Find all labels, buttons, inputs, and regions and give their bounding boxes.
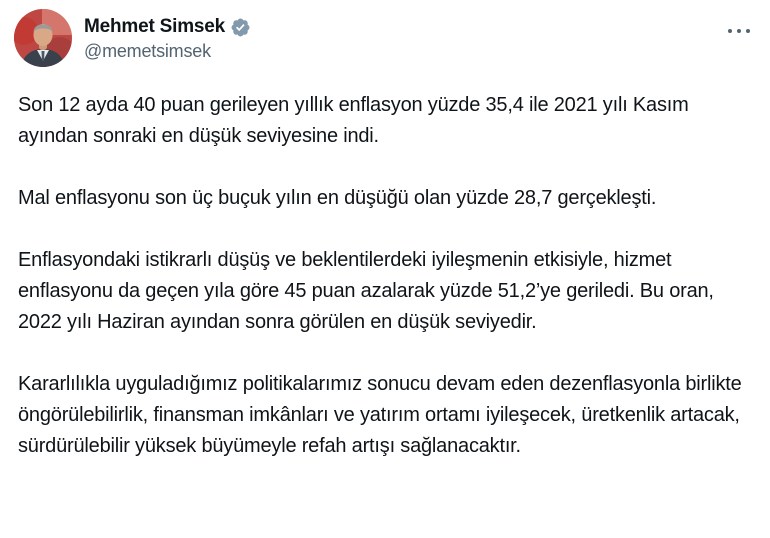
more-icon (737, 29, 741, 33)
more-icon (728, 29, 732, 33)
tweet-text (18, 90, 752, 462)
avatar[interactable] (14, 9, 72, 67)
verified-badge-icon (230, 17, 251, 38)
tweet-paragraph: Son 12 ayda 40 puan gerileyen yıllık enflasyon yüzde 35,4 ile 2021 yılı Kasım ayından sonraki en düşük seviyesine indi. (18, 94, 689, 147)
tweet-paragraph: Mal enflasyonu son üç buçuk yılın en düşüğü olan yüzde 28,7 gerçekleşti. (18, 187, 657, 209)
user-block (84, 16, 251, 62)
tweet-paragraph: Kararlılıkla uyguladığımız politikalarımız sonucu devam eden dezenflasyonla birlikte öngörülebilirlik, finansman imkânları ve yatırım ortamı iyileşecek, üretkenlik artacak, sürdürülebilir yüksek büyümeyle refah artışı sağlanacaktır. (18, 373, 742, 457)
avatar-image (14, 9, 72, 67)
username[interactable]: @memetsimsek (84, 41, 211, 61)
more-button[interactable] (721, 20, 757, 42)
tweet-paragraph: Enflasyondaki istikrarlı düşüş ve beklentilerdeki iyileşmenin etkisiyle, hizmet enflasyonu da geçen yıla göre 45 puan azalarak yüzde 51,2’ye geriledi. Bu oran, 2022 yılı Haziran ayından sonra görülen en düşük seviyedir. (18, 249, 714, 333)
more-icon (746, 29, 750, 33)
display-name[interactable]: Mehmet Simsek (84, 16, 226, 37)
